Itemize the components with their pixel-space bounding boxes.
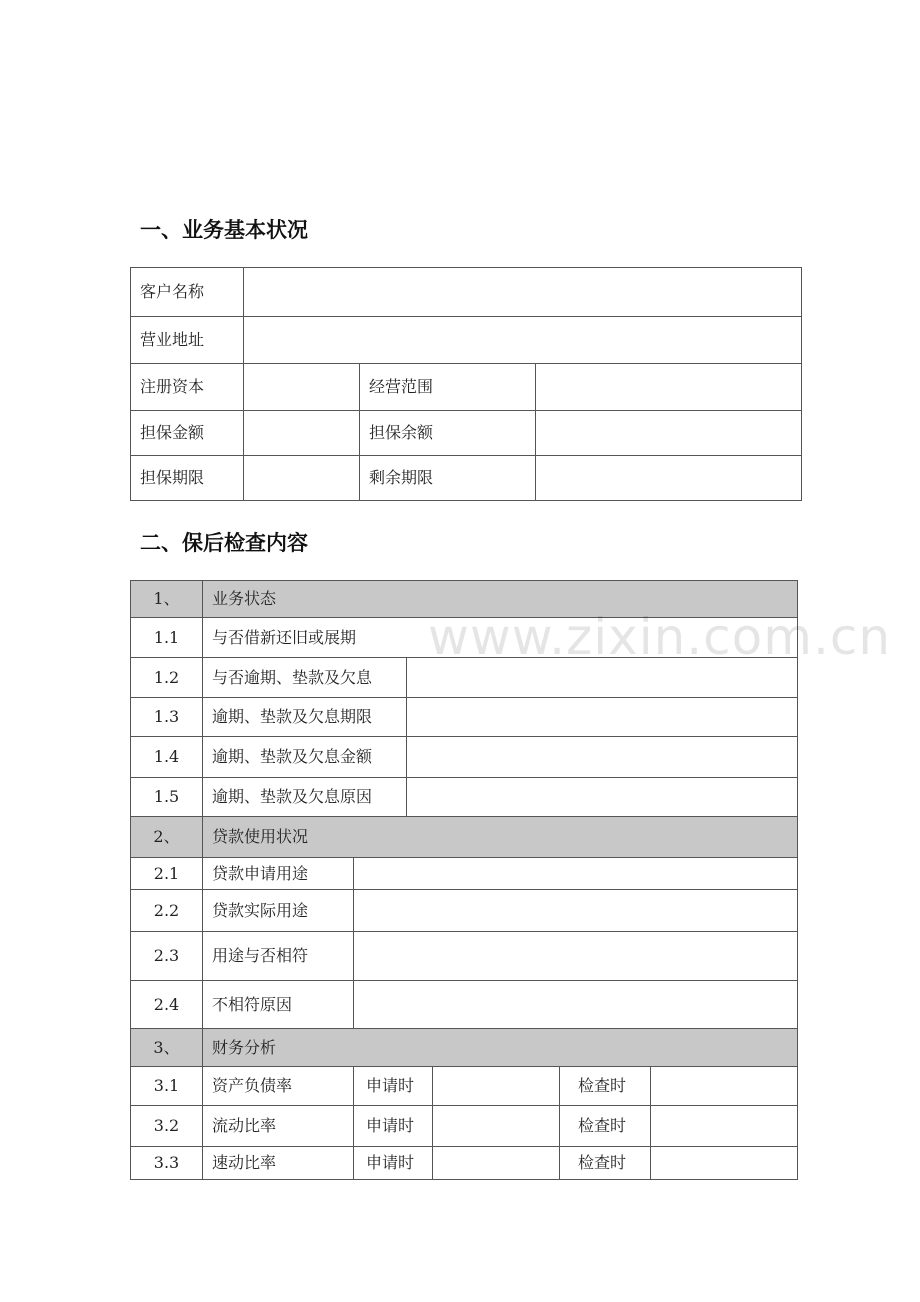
remaining-term-field[interactable] xyxy=(535,455,802,501)
guarantee-balance-field[interactable] xyxy=(535,410,802,456)
item-2-2-number: 2.2 xyxy=(130,889,203,932)
item-1-4-value[interactable] xyxy=(406,736,798,778)
section-2-title: 二、保后检查内容 xyxy=(140,531,308,555)
item-1-2-number: 1.2 xyxy=(130,657,203,698)
group-2-title: 贷款使用状况 xyxy=(202,816,798,858)
item-3-2-number: 3.2 xyxy=(130,1105,203,1147)
item-3-3-label: 速动比率 xyxy=(202,1146,354,1180)
item-2-4-value[interactable] xyxy=(353,980,798,1029)
guarantee-amount-field[interactable] xyxy=(243,410,360,456)
label-remaining-term: 剩余期限 xyxy=(359,455,536,501)
group-3-number: 3、 xyxy=(130,1028,203,1067)
item-3-3-apply-label: 申请时 xyxy=(353,1146,433,1180)
item-3-1-label: 资产负债率 xyxy=(202,1066,354,1106)
item-3-3-number: 3.3 xyxy=(130,1146,203,1180)
business-address-field[interactable] xyxy=(243,316,802,364)
label-customer-name: 客户名称 xyxy=(130,267,244,317)
item-2-3-number: 2.3 xyxy=(130,931,203,981)
item-2-1-label: 贷款申请用途 xyxy=(202,857,354,890)
item-3-2-apply-label: 申请时 xyxy=(353,1105,433,1147)
item-3-1-check-label: 检查时 xyxy=(559,1066,651,1106)
item-3-2-check-value[interactable] xyxy=(650,1105,798,1147)
group-3-title: 财务分析 xyxy=(202,1028,798,1067)
label-guarantee-term: 担保期限 xyxy=(130,455,244,501)
item-3-1-apply-label: 申请时 xyxy=(353,1066,433,1106)
label-guarantee-balance: 担保余额 xyxy=(359,410,536,456)
item-2-4-label: 不相符原因 xyxy=(202,980,354,1029)
item-2-1-value[interactable] xyxy=(353,857,798,890)
item-2-3-value[interactable] xyxy=(353,931,798,981)
item-1-3-label: 逾期、垫款及欠息期限 xyxy=(202,697,407,737)
item-1-3-number: 1.3 xyxy=(130,697,203,737)
item-1-4-number: 1.4 xyxy=(130,736,203,778)
item-1-2-label: 与否逾期、垫款及欠息 xyxy=(202,657,407,698)
item-3-2-check-label: 检查时 xyxy=(559,1105,651,1147)
item-3-1-check-value[interactable] xyxy=(650,1066,798,1106)
item-1-3-value[interactable] xyxy=(406,697,798,737)
registered-capital-field[interactable] xyxy=(243,363,360,411)
item-3-3-check-label: 检查时 xyxy=(559,1146,651,1180)
group-2-number: 2、 xyxy=(130,816,203,858)
item-3-1-number: 3.1 xyxy=(130,1066,203,1106)
customer-name-field[interactable] xyxy=(243,267,802,317)
label-guarantee-amount: 担保金额 xyxy=(130,410,244,456)
item-2-2-label: 贷款实际用途 xyxy=(202,889,354,932)
label-business-scope: 经营范围 xyxy=(359,363,536,411)
item-3-2-apply-value[interactable] xyxy=(432,1105,560,1147)
item-1-1-label: 与否借新还旧或展期 xyxy=(202,617,798,658)
item-3-3-apply-value[interactable] xyxy=(432,1146,560,1180)
item-1-1-number: 1.1 xyxy=(130,617,203,658)
item-1-4-label: 逾期、垫款及欠息金额 xyxy=(202,736,407,778)
item-1-2-value[interactable] xyxy=(406,657,798,698)
label-business-address: 营业地址 xyxy=(130,316,244,364)
item-1-5-value[interactable] xyxy=(406,777,798,817)
item-2-1-number: 2.1 xyxy=(130,857,203,890)
group-1-number: 1、 xyxy=(130,580,203,618)
guarantee-term-field[interactable] xyxy=(243,455,360,501)
item-1-5-label: 逾期、垫款及欠息原因 xyxy=(202,777,407,817)
section-1-title: 一、业务基本状况 xyxy=(140,218,308,242)
item-2-4-number: 2.4 xyxy=(130,980,203,1029)
label-registered-capital: 注册资本 xyxy=(130,363,244,411)
item-3-1-apply-value[interactable] xyxy=(432,1066,560,1106)
item-3-3-check-value[interactable] xyxy=(650,1146,798,1180)
group-1-title: 业务状态 xyxy=(202,580,798,618)
item-2-3-label: 用途与否相符 xyxy=(202,931,354,981)
item-3-2-label: 流动比率 xyxy=(202,1105,354,1147)
item-1-5-number: 1.5 xyxy=(130,777,203,817)
business-scope-field[interactable] xyxy=(535,363,802,411)
item-2-2-value[interactable] xyxy=(353,889,798,932)
